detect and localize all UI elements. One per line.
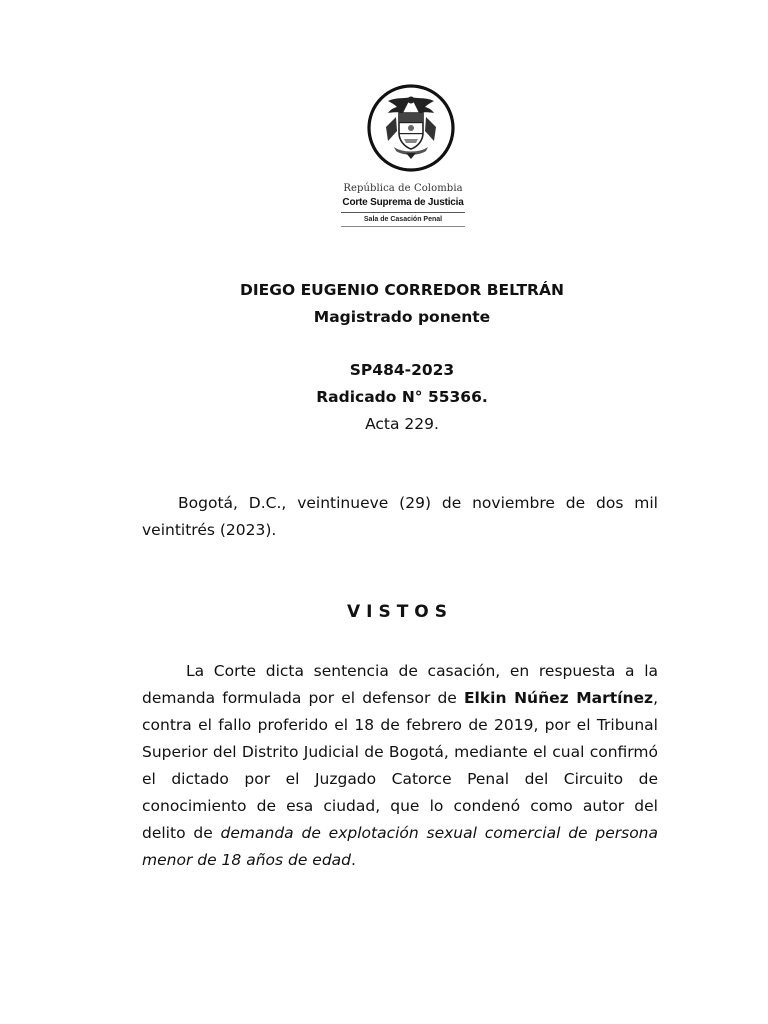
magistrate-role: Magistrado ponente — [313, 308, 491, 326]
court-name: Corte Suprema de Justicia — [342, 197, 464, 208]
defendant-name: Elkin Núñez Martínez — [463, 689, 654, 707]
institution-header — [336, 183, 470, 227]
republic-name: República de Colombia — [343, 183, 463, 194]
coat-of-arms-emblem — [366, 83, 456, 173]
vistos-text-part3: . — [351, 851, 356, 869]
header-divider — [341, 212, 465, 213]
sentence-id: SP484-2023 — [349, 361, 455, 379]
acta-number: Acta 229. — [365, 415, 439, 433]
coat-of-arms-icon — [366, 83, 456, 173]
vistos-paragraph — [142, 658, 658, 874]
section-title-vistos: VISTOS — [346, 602, 454, 622]
magistrate-name: DIEGO EUGENIO CORREDOR BELTRÁN — [240, 281, 564, 299]
chamber-name: Sala de Casación Penal — [363, 216, 443, 223]
date-paragraph: Bogotá, D.C., veintinueve (29) de noviembre de dos mil veintitrés (2023). — [142, 494, 658, 539]
vistos-text-part2: , contra el fallo proferido el 18 de febrero de 2019, por el Tribunal Superior del Distrito Judicial de Bogotá, mediante el cual confirmó el dictado por el Juzgado Catorce Penal del Circuito de conocimiento de esa ciudad, que lo condenó como autor del delito de — [142, 689, 658, 842]
vistos-text-part1: La Corte dicta sentencia de casación, en respuesta a la demanda formulada por el defensor de — [142, 662, 658, 707]
header-divider-bottom — [341, 226, 465, 227]
crime-description: demanda de explotación sexual comercial de persona menor de 18 años de edad — [142, 824, 659, 869]
radicado-number: Radicado N° 55366. — [316, 388, 488, 406]
